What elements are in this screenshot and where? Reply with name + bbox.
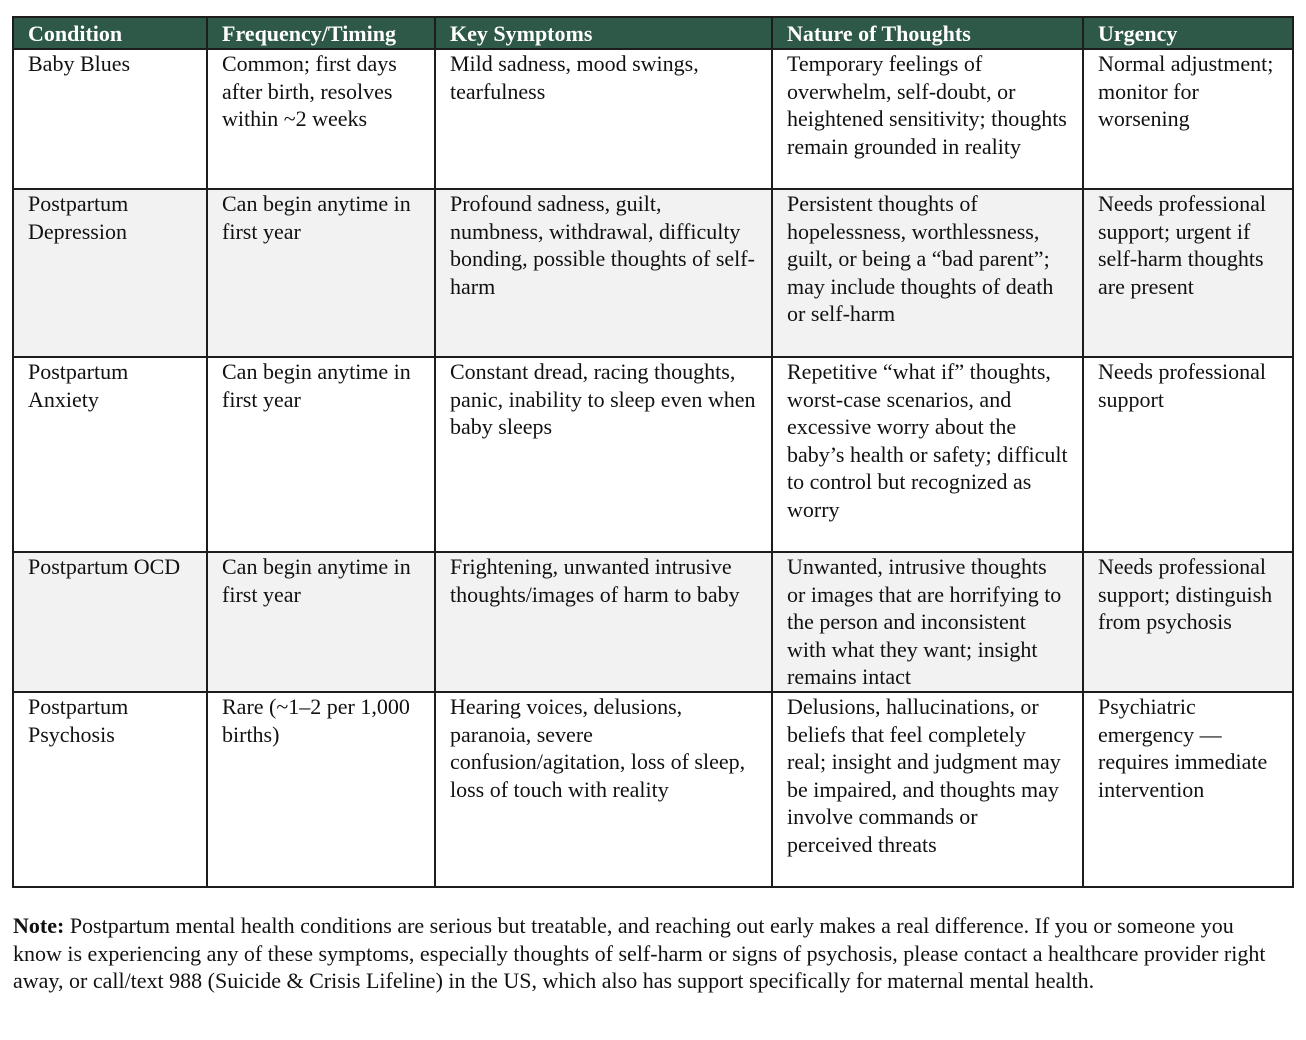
cell-symptoms: Constant dread, racing thoughts, panic, inability to sleep even when baby sleeps (435, 357, 772, 552)
table-row (13, 357, 1293, 552)
cell-thoughts: Unwanted, intrusive thoughts or images that are horrifying to the person and inconsistent with what they want; insight remains intact (772, 552, 1083, 692)
table-row (13, 189, 1293, 357)
document-page (12, 16, 1292, 888)
cell-urgency: Normal adjustment; monitor for worsening (1083, 49, 1293, 189)
table-row (13, 49, 1293, 189)
cell-urgency: Psychiatric emergency — requires immediate intervention (1083, 692, 1293, 887)
postpartum-conditions-table (12, 16, 1294, 888)
cell-thoughts: Repetitive “what if” thoughts, worst-case scenarios, and excessive worry about the baby’s health or safety; difficult to control but recognized as worry (772, 357, 1083, 552)
cell-thoughts: Temporary feelings of overwhelm, self-doubt, or heightened sensitivity; thoughts remain grounded in reality (772, 49, 1083, 189)
cell-urgency: Needs professional support; distinguish from psychosis (1083, 552, 1293, 692)
cell-thoughts: Delusions, hallucinations, or beliefs that feel completely real; insight and judgment may be impaired, and thoughts may involve commands or perceived threats (772, 692, 1083, 887)
cell-thoughts: Persistent thoughts of hopelessness, worthlessness, guilt, or being a “bad parent”; may include thoughts of death or self-harm (772, 189, 1083, 357)
cell-urgency: Needs professional support (1083, 357, 1293, 552)
cell-timing: Can begin anytime in first year (207, 357, 435, 552)
cell-symptoms: Hearing voices, delusions, paranoia, severe confusion/agitation, loss of sleep, loss of touch with reality (435, 692, 772, 887)
cell-condition: Postpartum Psychosis (13, 692, 207, 887)
cell-timing: Can begin anytime in first year (207, 552, 435, 692)
note-text: Postpartum mental health conditions are serious but treatable, and reaching out early makes a real difference. If you or someone you know is experiencing any of these symptoms, especially thoughts of self-harm or signs of psychosis, please contact a healthcare provider right away, or call/text 988 (Suicide & Crisis Lifeline) in the US, which also has support specifically for maternal mental health. (13, 913, 1266, 994)
cell-condition: Postpartum Anxiety (13, 357, 207, 552)
table-row (13, 552, 1293, 692)
cell-timing: Rare (~1–2 per 1,000 births) (207, 692, 435, 887)
table-row (13, 692, 1293, 887)
cell-symptoms: Frightening, unwanted intrusive thoughts/images of harm to baby (435, 552, 772, 692)
cell-condition: Postpartum Depression (13, 189, 207, 357)
header-key-symptoms: Key Symptoms (435, 17, 772, 49)
cell-symptoms: Profound sadness, guilt, numbness, withdrawal, difficulty bonding, possible thoughts of self-harm (435, 189, 772, 357)
header-nature-of-thoughts: Nature of Thoughts (772, 17, 1083, 49)
cell-timing: Common; first days after birth, resolves within ~2 weeks (207, 49, 435, 189)
header-condition: Condition (13, 17, 207, 49)
cell-condition: Baby Blues (13, 49, 207, 189)
header-frequency-timing: Frequency/Timing (207, 17, 435, 49)
cell-urgency: Needs professional support; urgent if self-harm thoughts are present (1083, 189, 1293, 357)
cell-condition: Postpartum OCD (13, 552, 207, 692)
header-urgency: Urgency (1083, 17, 1293, 49)
table-header-row (13, 17, 1293, 49)
note-label: Note: (13, 913, 65, 938)
note-paragraph (13, 912, 1283, 995)
cell-symptoms: Mild sadness, mood swings, tearfulness (435, 49, 772, 189)
cell-timing: Can begin anytime in first year (207, 189, 435, 357)
